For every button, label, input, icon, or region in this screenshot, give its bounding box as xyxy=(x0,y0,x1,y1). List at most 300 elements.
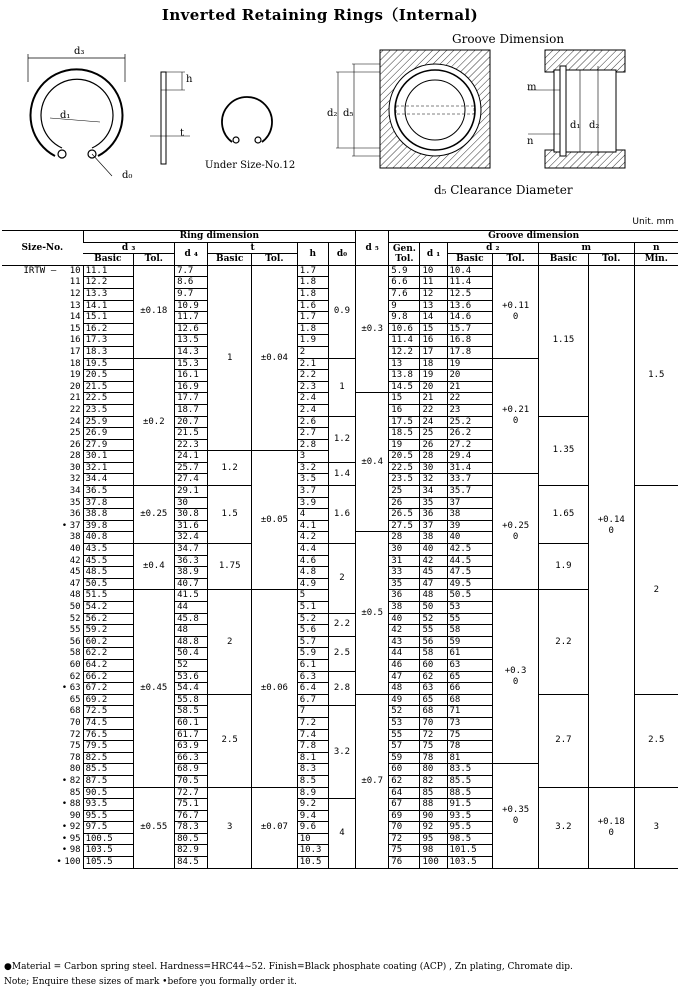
d4-cell: 45.8 xyxy=(175,613,208,625)
m-basic-cell: 1.15 xyxy=(538,265,588,416)
gen-tol-cell: ±0.7 xyxy=(356,694,389,868)
d2-cell: 39 xyxy=(447,520,493,532)
d3-cell: 39.8 xyxy=(83,520,133,532)
d3-cell: 23.5 xyxy=(83,404,133,416)
d4-cell: 24.1 xyxy=(175,451,208,463)
h-cell: 7.8 xyxy=(297,741,328,753)
header-d2: d ₂ xyxy=(447,242,538,254)
size-number: 12 xyxy=(69,288,81,299)
d4-cell: 16.9 xyxy=(175,381,208,393)
h-cell: 2.1 xyxy=(297,358,328,370)
d3-cell: 100.5 xyxy=(83,833,133,845)
n-min-cell: 1.5 xyxy=(634,265,678,485)
h-cell: 10 xyxy=(297,833,328,845)
h-cell: 5 xyxy=(297,590,328,602)
gen-tol-cell: ±0.5 xyxy=(356,532,389,694)
d5-cell: 10.6 xyxy=(389,323,420,335)
d4-cell: 70.5 xyxy=(175,775,208,787)
d1-cell: 82 xyxy=(420,775,447,787)
h-cell: 4.6 xyxy=(297,555,328,567)
d5-cell: 5.9 xyxy=(389,265,420,277)
d3-cell: 19.5 xyxy=(83,358,133,370)
h-cell: 5.9 xyxy=(297,648,328,660)
d2-cell: 50.5 xyxy=(447,590,493,602)
d1-cell: 90 xyxy=(420,810,447,822)
d3-cell: 21.5 xyxy=(83,381,133,393)
d3-cell: 17.3 xyxy=(83,335,133,347)
under-size-ring xyxy=(222,97,272,143)
size-number: 11 xyxy=(69,277,81,288)
size-cell xyxy=(2,752,83,764)
size-cell xyxy=(2,671,83,683)
d2-tol-cell: +0.21 0 xyxy=(493,358,539,474)
d5-cell: 6.6 xyxy=(389,277,420,289)
m-basic-cell: 3.2 xyxy=(538,787,588,868)
h-cell: 5.7 xyxy=(297,636,328,648)
size-cell xyxy=(2,277,83,289)
d5-cell: 55 xyxy=(389,729,420,741)
d2-cell: 88.5 xyxy=(447,787,493,799)
spec-table xyxy=(2,230,678,869)
label-t: t xyxy=(180,128,185,139)
h-cell: 4.8 xyxy=(297,567,328,579)
d4-cell: 7.7 xyxy=(175,265,208,277)
header-d2-basic: Basic xyxy=(447,254,493,266)
d4-cell: 25.7 xyxy=(175,462,208,474)
d3-cell: 48.5 xyxy=(83,567,133,579)
d1-cell: 24 xyxy=(420,416,447,428)
d5-cell: 13 xyxy=(389,358,420,370)
d1-cell: 36 xyxy=(420,509,447,521)
d3-tol-cell: ±0.55 xyxy=(133,787,175,868)
d2-cell: 78 xyxy=(447,741,493,753)
size-number: 65 xyxy=(69,694,81,705)
d0-cell: 2.5 xyxy=(328,636,355,671)
size-number: 21 xyxy=(69,393,81,404)
header-d1: d ₁ xyxy=(420,242,447,265)
d3-tol-cell: ±0.2 xyxy=(133,358,175,486)
d4-cell: 16.1 xyxy=(175,370,208,382)
d5-cell: 75 xyxy=(389,845,420,857)
size-cell xyxy=(2,544,83,556)
d2-cell: 38 xyxy=(447,509,493,521)
t-basic-cell: 1 xyxy=(208,265,252,451)
size-number: 14 xyxy=(69,312,81,323)
d1-cell: 10 xyxy=(420,265,447,277)
h-cell: 3.7 xyxy=(297,486,328,498)
d4-cell: 55.8 xyxy=(175,694,208,706)
d2-cell: 16.8 xyxy=(447,335,493,347)
h-cell: 5.1 xyxy=(297,602,328,614)
d2-cell: 95.5 xyxy=(447,822,493,834)
d2-cell: 11.4 xyxy=(447,277,493,289)
d2-cell: 75 xyxy=(447,729,493,741)
d2-cell: 65 xyxy=(447,671,493,683)
label-d1: d₁ xyxy=(60,110,71,121)
size-cell xyxy=(2,532,83,544)
h-cell: 2.6 xyxy=(297,416,328,428)
availability-mark: • xyxy=(61,683,68,694)
d2-cell: 42.5 xyxy=(447,544,493,556)
d5-cell: 26 xyxy=(389,497,420,509)
d2-cell: 35.7 xyxy=(447,486,493,498)
d5-cell: 35 xyxy=(389,578,420,590)
h-cell: 1.6 xyxy=(297,300,328,312)
d4-cell: 61.7 xyxy=(175,729,208,741)
d2-cell: 68 xyxy=(447,694,493,706)
size-cell xyxy=(2,567,83,579)
h-cell: 5.6 xyxy=(297,625,328,637)
size-cell xyxy=(2,474,83,486)
size-cell xyxy=(2,416,83,428)
d0-cell: 2.8 xyxy=(328,671,355,706)
size-cell xyxy=(2,451,83,463)
d5-cell: 52 xyxy=(389,706,420,718)
label-h: h xyxy=(186,74,193,85)
d1-cell: 14 xyxy=(420,312,447,324)
d4-cell: 32.4 xyxy=(175,532,208,544)
header-gen-tol: Gen. Tol. xyxy=(389,242,420,265)
d5-cell: 38 xyxy=(389,602,420,614)
d5-cell: 9 xyxy=(389,300,420,312)
d3-cell: 32.1 xyxy=(83,462,133,474)
d1-cell: 22 xyxy=(420,404,447,416)
d4-cell: 84.5 xyxy=(175,857,208,869)
size-cell xyxy=(2,636,83,648)
header-h: h xyxy=(297,242,328,265)
d2-cell: 53 xyxy=(447,602,493,614)
size-number: 62 xyxy=(69,671,81,682)
d0-cell: 1.6 xyxy=(328,486,355,544)
size-cell xyxy=(2,787,83,799)
d1-cell: 11 xyxy=(420,277,447,289)
size-number: 92 xyxy=(69,822,81,833)
h-cell: 1.8 xyxy=(297,323,328,335)
d3-cell: 79.5 xyxy=(83,741,133,753)
size-number: 19 xyxy=(69,370,81,381)
h-cell: 2.3 xyxy=(297,381,328,393)
size-cell xyxy=(2,822,83,834)
d5-cell: 43 xyxy=(389,636,420,648)
d1-cell: 52 xyxy=(420,613,447,625)
size-cell xyxy=(2,288,83,300)
h-cell: 2.7 xyxy=(297,428,328,440)
d4-cell: 15.3 xyxy=(175,358,208,370)
d2-cell: 13.6 xyxy=(447,300,493,312)
size-cell xyxy=(2,729,83,741)
d3-cell: 34.4 xyxy=(83,474,133,486)
label-n: n xyxy=(527,136,534,147)
d5-cell: 17.5 xyxy=(389,416,420,428)
size-number: 50 xyxy=(69,602,81,612)
m-basic-cell: 2.7 xyxy=(538,694,588,787)
h-cell: 6.7 xyxy=(297,694,328,706)
label-d5-left: d₅ xyxy=(343,108,354,119)
size-cell xyxy=(2,706,83,718)
d3-tol-cell: ±0.45 xyxy=(133,590,175,787)
d5-cell: 14.5 xyxy=(389,381,420,393)
h-cell: 3 xyxy=(297,451,328,463)
n-min-cell: 2 xyxy=(634,486,678,695)
label-d3: d₃ xyxy=(74,46,85,57)
d5-cell: 30 xyxy=(389,544,420,556)
header-size-no: Size-No. xyxy=(2,231,83,266)
d3-cell: 93.5 xyxy=(83,799,133,811)
h-cell: 7.4 xyxy=(297,729,328,741)
size-cell xyxy=(2,683,83,695)
d1-cell: 45 xyxy=(420,567,447,579)
d2-cell: 40 xyxy=(447,532,493,544)
spec-table-body xyxy=(2,265,678,868)
d3-cell: 62.2 xyxy=(83,648,133,660)
n-min-cell: 3 xyxy=(634,787,678,868)
h-cell: 2.2 xyxy=(297,370,328,382)
d3-cell: 67.2 xyxy=(83,683,133,695)
size-cell xyxy=(2,323,83,335)
size-number: 13 xyxy=(69,300,81,311)
header-n-min: Min. xyxy=(634,254,678,266)
t-basic-cell: 2 xyxy=(208,590,252,694)
size-number: 98 xyxy=(69,845,81,856)
d4-cell: 48.8 xyxy=(175,636,208,648)
d1-cell: 13 xyxy=(420,300,447,312)
header-t-tol: Tol. xyxy=(252,254,298,266)
d4-cell: 12.6 xyxy=(175,323,208,335)
size-cell xyxy=(2,578,83,590)
d4-cell: 34.7 xyxy=(175,544,208,556)
size-cell xyxy=(2,486,83,498)
d4-cell: 22.3 xyxy=(175,439,208,451)
size-cell xyxy=(2,404,83,416)
d3-cell: 25.9 xyxy=(83,416,133,428)
d4-cell: 78.3 xyxy=(175,822,208,834)
d4-cell: 52 xyxy=(175,659,208,671)
d3-cell: 60.2 xyxy=(83,636,133,648)
d3-cell: 45.5 xyxy=(83,555,133,567)
d4-cell: 82.9 xyxy=(175,845,208,857)
d2-cell: 12.5 xyxy=(447,288,493,300)
size-number: 56 xyxy=(69,636,81,647)
d5-cell: 13.8 xyxy=(389,370,420,382)
size-cell xyxy=(2,509,83,521)
d2-tol-cell: +0.35 0 xyxy=(493,764,539,868)
availability-mark: • xyxy=(61,845,68,856)
d2-cell: 27.2 xyxy=(447,439,493,451)
h-cell: 9.2 xyxy=(297,799,328,811)
size-cell xyxy=(2,717,83,729)
d4-cell: 58.5 xyxy=(175,706,208,718)
d3-cell: 97.5 xyxy=(83,822,133,834)
size-number: 36 xyxy=(69,509,81,520)
d5-cell: 76 xyxy=(389,857,420,869)
d4-cell: 38.9 xyxy=(175,567,208,579)
d3-cell: 87.5 xyxy=(83,775,133,787)
size-cell xyxy=(2,613,83,625)
groove-dimension-label: Groove Dimension xyxy=(452,32,565,46)
d1-cell: 72 xyxy=(420,729,447,741)
header-d3: d ₃ xyxy=(83,242,174,254)
d1-cell: 35 xyxy=(420,497,447,509)
d3-cell: 105.5 xyxy=(83,857,133,869)
d1-cell: 32 xyxy=(420,474,447,486)
d5-cell: 42 xyxy=(389,625,420,637)
d3-cell: 22.5 xyxy=(83,393,133,405)
d3-cell: 69.2 xyxy=(83,694,133,706)
label-d2-right: d₂ xyxy=(589,120,600,131)
header-n: n xyxy=(634,242,678,254)
size-cell xyxy=(2,590,83,602)
size-cell xyxy=(2,497,83,509)
d2-cell: 61 xyxy=(447,648,493,660)
header-d4: d ₄ xyxy=(175,242,208,265)
size-number: 18 xyxy=(69,358,81,369)
d2-cell: 15.7 xyxy=(447,323,493,335)
d2-cell: 49.5 xyxy=(447,578,493,590)
h-cell: 10.5 xyxy=(297,857,328,869)
d3-tol-cell: ±0.4 xyxy=(133,544,175,590)
d4-cell: 27.4 xyxy=(175,474,208,486)
d2-tol-cell: +0.11 0 xyxy=(493,265,539,358)
d5-cell: 47 xyxy=(389,671,420,683)
d4-cell: 63.9 xyxy=(175,741,208,753)
size-number: 63 xyxy=(69,683,81,694)
h-cell: 7.2 xyxy=(297,717,328,729)
size-cell xyxy=(2,741,83,753)
availability-mark: • xyxy=(61,775,68,786)
h-cell: 6.1 xyxy=(297,659,328,671)
size-number: 95 xyxy=(69,833,81,844)
d5-cell: 12.2 xyxy=(389,346,420,358)
header-d5: d ₅ xyxy=(356,231,389,266)
d1-cell: 78 xyxy=(420,752,447,764)
size-number: 26 xyxy=(69,439,81,450)
h-cell: 1.8 xyxy=(297,288,328,300)
availability-mark: • xyxy=(61,799,68,810)
d5-cell: 33 xyxy=(389,567,420,579)
header-d2-tol: Tol. xyxy=(493,254,539,266)
d1-cell: 60 xyxy=(420,659,447,671)
d5-cell: 27.5 xyxy=(389,520,420,532)
d3-cell: 36.5 xyxy=(83,486,133,498)
d2-cell: 93.5 xyxy=(447,810,493,822)
d4-cell: 41.5 xyxy=(175,590,208,602)
d2-cell: 20 xyxy=(447,370,493,382)
d4-cell: 68.9 xyxy=(175,764,208,776)
d4-cell: 54.4 xyxy=(175,683,208,695)
header-d0: d₀ xyxy=(328,242,355,265)
d5-cell: 20.5 xyxy=(389,451,420,463)
d5-cell: 53 xyxy=(389,717,420,729)
d1-cell: 80 xyxy=(420,764,447,776)
d3-cell: 20.5 xyxy=(83,370,133,382)
d2-cell: 101.5 xyxy=(447,845,493,857)
h-cell: 9.6 xyxy=(297,822,328,834)
h-cell: 2 xyxy=(297,346,328,358)
d3-cell: 54.2 xyxy=(83,602,133,614)
d3-cell: 56.2 xyxy=(83,613,133,625)
d1-cell: 30 xyxy=(420,462,447,474)
d5-cell: 7.6 xyxy=(389,288,420,300)
d5-cell: 19 xyxy=(389,439,420,451)
size-cell xyxy=(2,648,83,660)
h-cell: 10.3 xyxy=(297,845,328,857)
d1-cell: 40 xyxy=(420,544,447,556)
size-number: 52 xyxy=(69,613,81,624)
d1-cell: 98 xyxy=(420,845,447,857)
d3-cell: 26.9 xyxy=(83,428,133,440)
h-cell: 1.8 xyxy=(297,277,328,289)
d1-cell: 88 xyxy=(420,799,447,811)
d3-cell: 72.5 xyxy=(83,706,133,718)
h-cell: 4.4 xyxy=(297,544,328,556)
d2-cell: 25.2 xyxy=(447,416,493,428)
size-cell xyxy=(2,439,83,451)
label-d1-right: d₁ xyxy=(570,120,581,131)
h-cell: 5.2 xyxy=(297,613,328,625)
size-number: 100 xyxy=(64,857,81,868)
table-row xyxy=(2,486,678,498)
size-cell xyxy=(2,694,83,706)
d4-cell: 14.3 xyxy=(175,346,208,358)
size-cell xyxy=(2,300,83,312)
d5-cell: 48 xyxy=(389,683,420,695)
size-number: 78 xyxy=(69,752,81,763)
d4-cell: 30 xyxy=(175,497,208,509)
d4-cell: 44 xyxy=(175,602,208,614)
size-number: 48 xyxy=(69,590,81,601)
d3-cell: 90.5 xyxy=(83,787,133,799)
d2-cell: 47.5 xyxy=(447,567,493,579)
d2-cell: 98.5 xyxy=(447,833,493,845)
size-number: 30 xyxy=(69,462,81,473)
d1-cell: 48 xyxy=(420,590,447,602)
d3-cell: 85.5 xyxy=(83,764,133,776)
d3-cell: 76.5 xyxy=(83,729,133,741)
size-number: 20 xyxy=(69,381,81,392)
d1-cell: 28 xyxy=(420,451,447,463)
groove-section-view xyxy=(528,50,625,168)
t-basic-cell: 1.2 xyxy=(208,451,252,486)
d4-cell: 9.7 xyxy=(175,288,208,300)
d4-cell: 40.7 xyxy=(175,578,208,590)
d0-cell: 1.4 xyxy=(328,462,355,485)
d0-cell: 1.2 xyxy=(328,416,355,462)
d1-cell: 17 xyxy=(420,346,447,358)
d4-cell: 30.8 xyxy=(175,509,208,521)
availability-mark: • xyxy=(61,520,68,531)
d5-cell: 15 xyxy=(389,393,420,405)
d1-cell: 56 xyxy=(420,636,447,648)
d4-cell: 80.5 xyxy=(175,833,208,845)
size-number: 10 xyxy=(69,266,81,277)
size-number: 80 xyxy=(69,764,81,775)
h-cell: 1.7 xyxy=(297,265,328,277)
d1-cell: 18 xyxy=(420,358,447,370)
d1-cell: 100 xyxy=(420,857,447,869)
d1-cell: 95 xyxy=(420,833,447,845)
header-ring-dimension: Ring dimension xyxy=(83,231,355,243)
h-cell: 2.8 xyxy=(297,439,328,451)
d2-cell: 10.4 xyxy=(447,265,493,277)
d4-cell: 60.1 xyxy=(175,717,208,729)
size-cell: IRTW — 10 xyxy=(2,265,83,277)
size-cell xyxy=(2,602,83,614)
h-cell: 4 xyxy=(297,509,328,521)
clearance-label: d₅ Clearance Diameter xyxy=(434,183,573,197)
d1-cell: 75 xyxy=(420,741,447,753)
d3-cell: 64.2 xyxy=(83,659,133,671)
d2-cell: 83.5 xyxy=(447,764,493,776)
